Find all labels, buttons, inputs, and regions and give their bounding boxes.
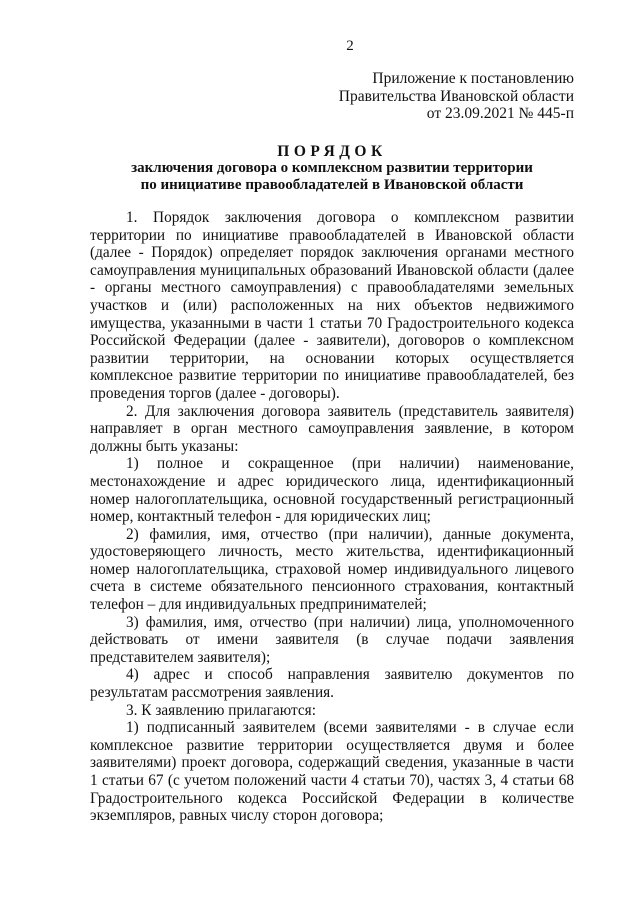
subtitle-line-2: по инициативе правообладателей в Ивановской области: [140, 177, 524, 193]
paragraph-3: 3. К заявлению прилагаются:: [126, 701, 316, 719]
appendix-header: [339, 70, 574, 123]
appendix-line-2: Правительства Ивановской области: [338, 87, 574, 105]
document-title: ПОРЯДОК: [277, 143, 387, 160]
document-subtitle: [90, 160, 574, 194]
appendix-line-3: от 23.09.2021 № 445-п: [426, 105, 574, 122]
paragraph-2-item-4: 4) адрес и способ направления заявителю документов по результатам рассмотрения заявления.: [90, 666, 574, 702]
subtitle-line-1: заключения договора о комплексном развитии территории: [131, 160, 533, 176]
page-number: 2: [346, 38, 354, 54]
paragraph-2: 2. Для заключения договора заявитель (представитель заявителя) направляет в орган местного самоуправления заявление, в котором должны быть указаны:: [90, 402, 574, 455]
paragraph-2-item-1: 1) полное и сокращенное (при наличии) наименование, местонахождение и адрес юридического лица, идентификационный номер налогоплательщика, основной государственный регистрационный номер, контактный телефон - для юридических лиц;: [90, 455, 574, 526]
paragraph-2-item-2: 2) фамилия, имя, отчество (при наличии), данные документа, удостоверяющего личность, место жительства, идентификационный номер налогоплательщика, страховой номер индивидуального лицевого счета в системе обязательного пенсионного страхования, контактный телефон – для индивидуальных предпринимателей;: [90, 525, 574, 614]
paragraph-3-item-1: 1) подписанный заявителем (всеми заявителями - в случае если комплексное развитие территории осуществляется двумя и более заявителями) проект договора, содержащий сведения, указанные в части 1 статьи 67 (с учетом положений части 4 статьи 70), частях 3, 4 статьи 68 Градостроительного кодекса Российской Федерации в количестве экземпляров, равных числу сторон договора;: [90, 719, 574, 825]
document-body: [90, 209, 574, 825]
appendix-line-1: Приложение к постановлению: [372, 70, 574, 87]
paragraph-1: 1. Порядок заключения договора о комплексном развитии территории по инициативе правообладателей в Ивановской области (далее - Порядок) определяет порядок заключения органами местного самоуправления муниципальных образований Ивановской области (далее - органы местного самоуправления) с правообладателями земельных участков и (или) расположенных на них объектов недвижимого имущества, указанными в части 1 статьи 70 Градостроительного кодекса Российской Федерации (далее - заявители), договоров о комплексном развитии территории, на основании которых осуществляется комплексное развитие территории по инициативе правообладателей, без проведения торгов (далее - договоры).: [90, 209, 574, 402]
paragraph-2-item-3: 3) фамилия, имя, отчество (при наличии) лица, уполномоченного действовать от имени заявителя (в случае подачи заявления представителем заявителя);: [90, 613, 574, 666]
